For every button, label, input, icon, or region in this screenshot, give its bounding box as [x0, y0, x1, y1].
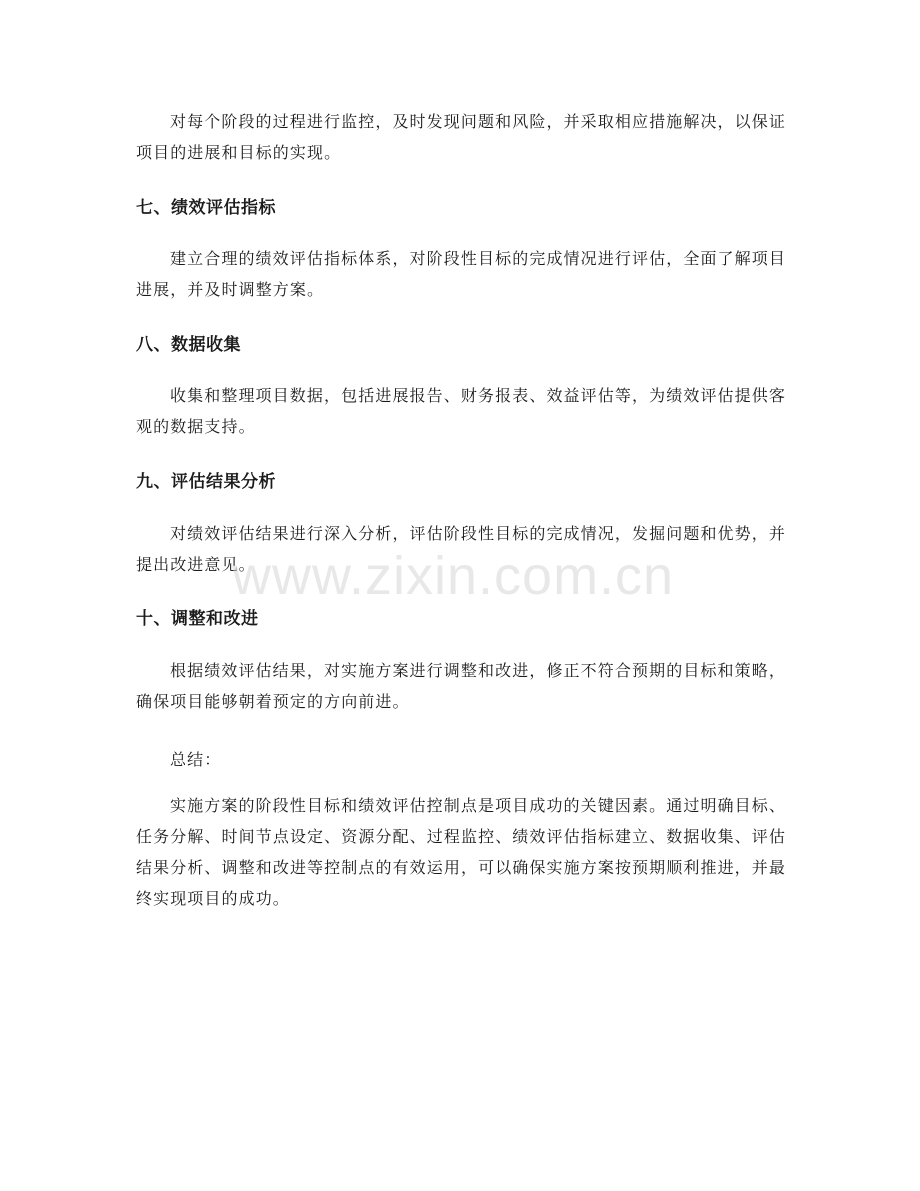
summary-label: 总结： — [170, 750, 222, 769]
section-body-10 — [136, 655, 786, 717]
section-heading: 九、评估结果分析 — [136, 472, 276, 492]
section-heading-8 — [136, 333, 786, 357]
watermark: www.zixin.com.cn — [232, 546, 675, 606]
section-heading-9 — [136, 470, 786, 494]
section-heading: 七、绩效评估指标 — [136, 198, 276, 218]
paragraph-text: 对绩效评估结果进行深入分析，评估阶段性目标的完成情况，发掘问题和优势，并提出改进意见。 — [136, 524, 786, 574]
section-heading-7 — [136, 196, 786, 220]
paragraph-text: 根据绩效评估结果，对实施方案进行调整和改进，修正不符合预期的目标和策略，确保项目能够朝着预定的方向前进。 — [136, 661, 786, 711]
summary-label-block — [136, 744, 786, 775]
paragraph-monitoring — [136, 106, 786, 168]
summary-body-block — [136, 790, 786, 914]
section-heading: 十、调整和改进 — [136, 609, 259, 629]
summary-text: 实施方案的阶段性目标和绩效评估控制点是项目成功的关键因素。通过明确目标、任务分解、时间节点设定、资源分配、过程监控、绩效评估指标建立、数据收集、评估结果分析、调整和改进等控制点的有效运用，可以确保实施方案按预期顺利推进，并最终实现项目的成功。 — [136, 796, 786, 908]
section-heading: 八、数据收集 — [136, 335, 241, 355]
section-heading-10 — [136, 607, 786, 631]
paragraph-text: 建立合理的绩效评估指标体系，对阶段性目标的完成情况进行评估，全面了解项目进展，并及时调整方案。 — [136, 249, 786, 299]
section-body-7 — [136, 243, 786, 305]
section-body-8 — [136, 380, 786, 442]
paragraph-text: 对每个阶段的过程进行监控，及时发现问题和风险，并采取相应措施解决，以保证项目的进展和目标的实现。 — [136, 112, 786, 162]
paragraph-text: 收集和整理项目数据，包括进展报告、财务报表、效益评估等，为绩效评估提供客观的数据支持。 — [136, 386, 786, 436]
section-body-9 — [136, 518, 786, 580]
